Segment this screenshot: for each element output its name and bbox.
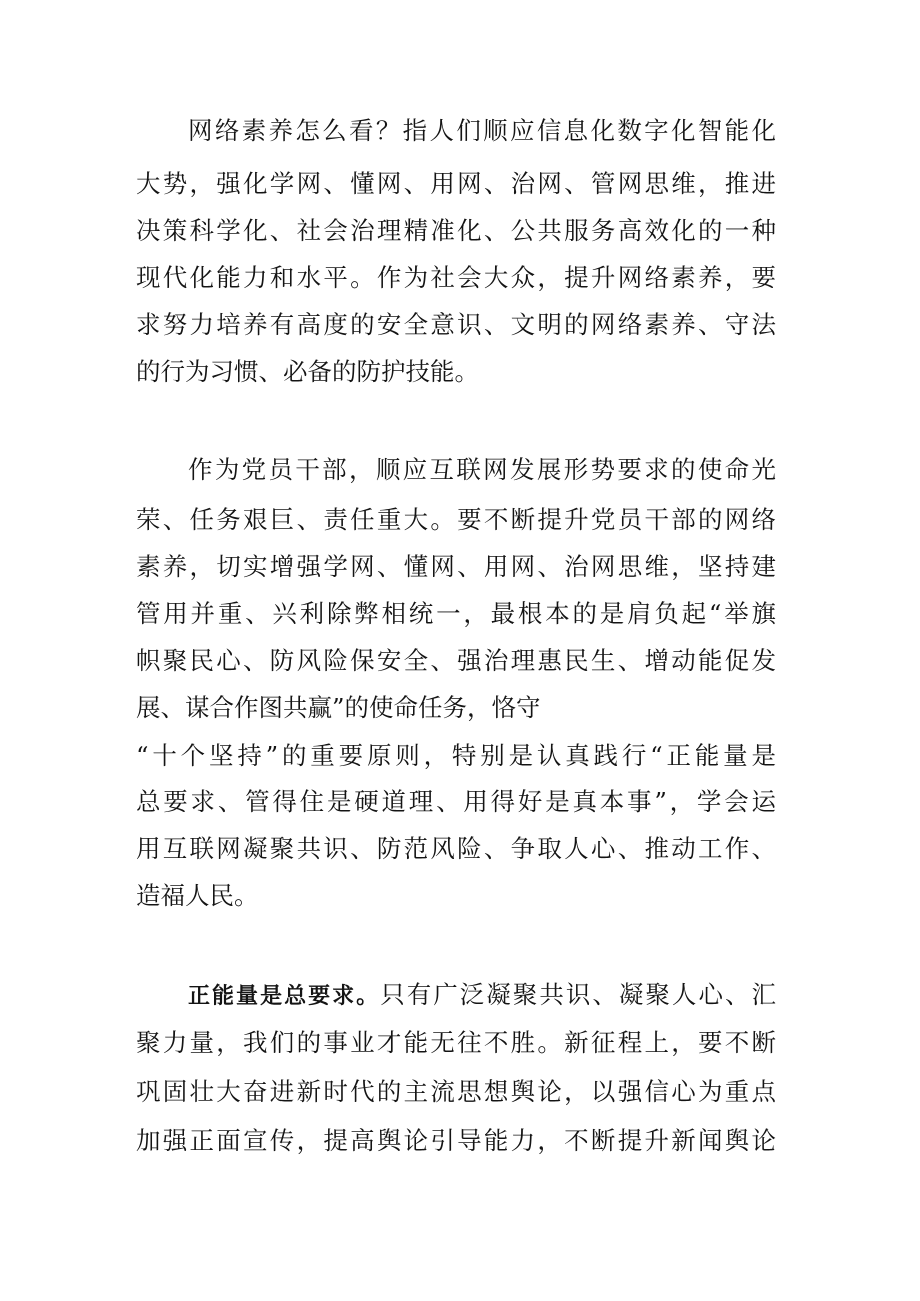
bold-lead-heading: 正能量是总要求。 — [188, 984, 381, 1009]
paragraph-line: 大势，强化学网、懂网、用网、治网、管网思维，推进 — [136, 169, 776, 198]
paragraph-line: 总要求、管得住是硬道理、用得好是真本事”，学会运 — [136, 787, 776, 816]
paragraph-line: 造福人民。 — [136, 881, 259, 910]
paragraph-line: 聚力量，我们的事业才能无往不胜。新征程上，要不断 — [136, 1028, 776, 1057]
paragraph-line: 荣、任务艰巨、责任重大。要不断提升党员干部的网络 — [136, 505, 776, 534]
paragraph-line: “十个坚持”的重要原则，特别是认真践行“正能量是 — [136, 741, 776, 770]
paragraph-lead-line — [188, 975, 776, 1015]
paragraph-line: 决策科学化、社会治理精准化、公共服务高效化的一种 — [136, 216, 776, 245]
paragraph-line: 网络素养怎么看？指人们顺应信息化数字化智能化 — [188, 116, 776, 145]
paragraph-line: 的行为习惯、必备的防护技能。 — [136, 357, 479, 386]
lead-rest-text: 只有广泛凝聚共识、凝聚人心、汇 — [380, 980, 776, 1009]
paragraph-line: 帜聚民心、防风险保安全、强治理惠民生、增动能促发 — [136, 646, 776, 675]
paragraph-line: 展、谋合作图共赢”的使命任务，恪守 — [136, 693, 541, 722]
paragraph-line: 作为党员干部，顺应互联网发展形势要求的使命光 — [188, 455, 776, 484]
paragraph-line: 巩固壮大奋进新时代的主流思想舆论，以强信心为重点 — [136, 1077, 776, 1106]
paragraph-line: 加强正面宣传，提高舆论引导能力，不断提升新闻舆论 — [136, 1126, 776, 1155]
paragraph-line: 用互联网凝聚共识、防范风险、争取人心、推动工作、 — [136, 834, 776, 863]
paragraph-line: 管用并重、兴利除弊相统一，最根本的是肩负起“举旗 — [136, 599, 776, 628]
paragraph-line: 素养，切实增强学网、懂网、用网、治网思维，坚持建 — [136, 552, 776, 581]
paragraph-line: 求努力培养有高度的安全意识、文明的网络素养、守法 — [136, 310, 776, 339]
paragraph-line: 现代化能力和水平。作为社会大众，提升网络素养，要 — [136, 263, 776, 292]
